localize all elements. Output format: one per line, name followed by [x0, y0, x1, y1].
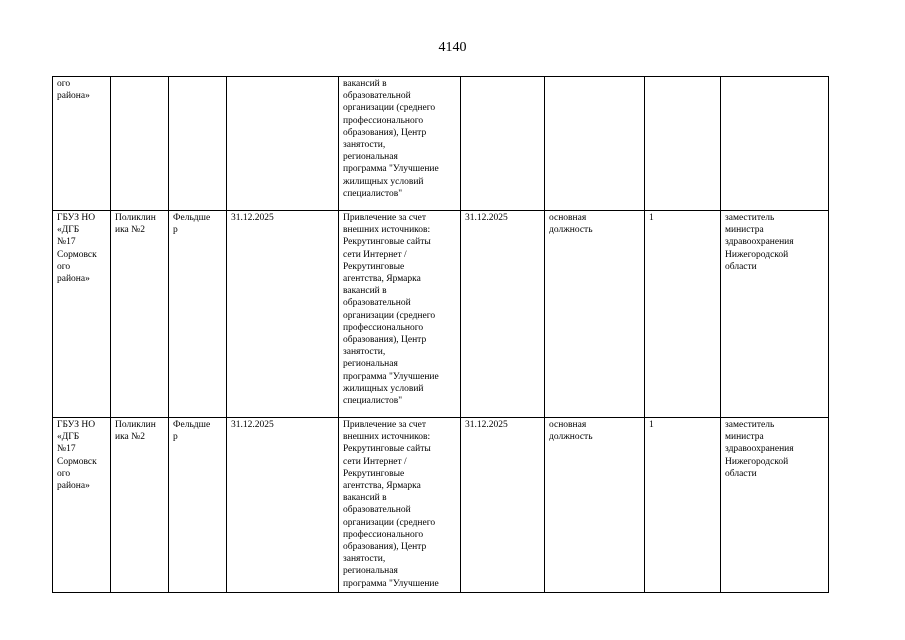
page-number: 4140: [438, 40, 467, 55]
cell-position: Фельдше р: [169, 211, 227, 418]
cell-type: основная должность: [545, 418, 645, 593]
cell-position: [169, 77, 227, 211]
cell-date2: [461, 77, 545, 211]
table-row: [53, 77, 829, 211]
cell-unit: Поликлин ика №2: [111, 211, 169, 418]
cell-method: вакансий в образовательной организации (среднего профессионального образования), Центр занятости, региональная программа "Улучшение жилищных условий специалистов": [339, 77, 461, 211]
cell-date: [227, 77, 339, 211]
cell-responsible: заместитель министра здравоохранения Нижегородской области: [721, 418, 829, 593]
cell-method: Привлечение за счет внешних источников: Рекрутинговые сайты сети Интернет / Рекрутинговые агентства, Ярмарка вакансий в образовательной организации (среднего профессионального образования), Центр занятости, региональная программа "Улучшение: [339, 418, 461, 593]
table-row: [53, 418, 829, 593]
cell-method: Привлечение за счет внешних источников: Рекрутинговые сайты сети Интернет / Рекрутинговые агентства, Ярмарка вакансий в образовательной организации (среднего профессионального образования), Центр занятости, региональная программа "Улучшение жилищных условий специалистов": [339, 211, 461, 418]
cell-organization: ГБУЗ НО «ДГБ №17 Сормовск ого района»: [53, 211, 111, 418]
cell-date: 31.12.2025: [227, 418, 339, 593]
vacancy-table: [52, 76, 829, 593]
cell-responsible: [721, 77, 829, 211]
cell-unit: [111, 77, 169, 211]
cell-unit: Поликлин ика №2: [111, 418, 169, 593]
cell-position: Фельдше р: [169, 418, 227, 593]
cell-date: 31.12.2025: [227, 211, 339, 418]
cell-organization: ого района»: [53, 77, 111, 211]
table-row: [53, 211, 829, 418]
cell-responsible: заместитель министра здравоохранения Нижегородской области: [721, 211, 829, 418]
cell-type: основная должность: [545, 211, 645, 418]
cell-count: 1: [645, 211, 721, 418]
cell-date2: 31.12.2025: [461, 418, 545, 593]
cell-count: 1: [645, 418, 721, 593]
cell-organization: ГБУЗ НО «ДГБ №17 Сормовск ого района»: [53, 418, 111, 593]
cell-date2: 31.12.2025: [461, 211, 545, 418]
cell-count: [645, 77, 721, 211]
cell-type: [545, 77, 645, 211]
